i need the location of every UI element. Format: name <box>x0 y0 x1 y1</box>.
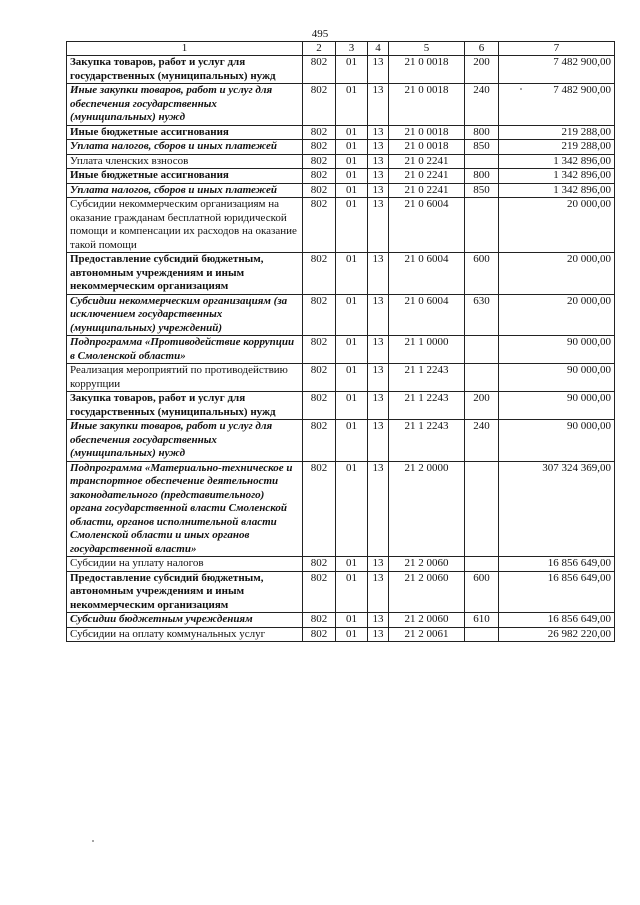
row-c7-cell: 307 324 369,00 <box>499 461 615 557</box>
header-cell: 3 <box>336 42 368 56</box>
table-row <box>67 364 615 392</box>
row-c4-cell: 13 <box>368 198 389 253</box>
row-c7-cell: 26 982 220,00 <box>499 627 615 642</box>
row-c6-cell: 800 <box>465 125 499 140</box>
row-c6-cell: 850 <box>465 140 499 155</box>
row-c4-cell: 13 <box>368 84 389 126</box>
row-c3-cell: 01 <box>336 125 368 140</box>
row-c5-cell: 21 0 2241 <box>389 183 465 198</box>
row-c4-cell: 13 <box>368 557 389 572</box>
row-name-cell: Субсидии некоммерческим организациям на оказание гражданам бесплатной юридической помощи и компенсации их расходов на оказание такой помощи <box>67 198 303 253</box>
header-cell: 6 <box>465 42 499 56</box>
row-c3-cell: 01 <box>336 169 368 184</box>
table-row <box>67 613 615 628</box>
row-c6-cell: 200 <box>465 56 499 84</box>
row-c7-cell: 90 000,00 <box>499 336 615 364</box>
header-cell: 4 <box>368 42 389 56</box>
row-c6-cell <box>465 461 499 557</box>
row-c5-cell: 21 0 6004 <box>389 253 465 295</box>
row-c6-cell <box>465 627 499 642</box>
row-c3-cell: 01 <box>336 364 368 392</box>
row-name-cell: Иные бюджетные ассигнования <box>67 125 303 140</box>
table-row <box>67 557 615 572</box>
row-c5-cell: 21 1 2243 <box>389 420 465 462</box>
row-name-cell: Субсидии бюджетным учреждениям <box>67 613 303 628</box>
row-c5-cell: 21 0 6004 <box>389 198 465 253</box>
row-name-cell: Закупка товаров, работ и услуг для государственных (муниципальных) нужд <box>67 392 303 420</box>
row-name-cell: Уплата налогов, сборов и иных платежей <box>67 140 303 155</box>
row-c6-cell <box>465 336 499 364</box>
row-c6-cell: 610 <box>465 613 499 628</box>
row-c5-cell: 21 2 0000 <box>389 461 465 557</box>
row-c2-cell: 802 <box>303 253 336 295</box>
row-name-cell: Уплата членских взносов <box>67 154 303 169</box>
row-c5-cell: 21 0 2241 <box>389 169 465 184</box>
row-c4-cell: 13 <box>368 627 389 642</box>
row-c6-cell <box>465 364 499 392</box>
row-name-cell: Субсидии на оплату коммунальных услуг <box>67 627 303 642</box>
row-c2-cell: 802 <box>303 125 336 140</box>
row-c2-cell: 802 <box>303 420 336 462</box>
row-c5-cell: 21 0 6004 <box>389 294 465 336</box>
budget-table <box>66 41 615 642</box>
row-c6-cell: 850 <box>465 183 499 198</box>
table-row <box>67 169 615 184</box>
row-c4-cell: 13 <box>368 461 389 557</box>
row-c7-cell: 219 288,00 <box>499 140 615 155</box>
scan-speck <box>520 88 522 90</box>
row-c6-cell: 800 <box>465 169 499 184</box>
row-c3-cell: 01 <box>336 336 368 364</box>
table-row <box>67 84 615 126</box>
row-name-cell: Предоставление субсидий бюджетным, автономным учреждениям и иным некоммерческим организациям <box>67 253 303 295</box>
row-c7-cell: 7 482 900,00 <box>499 56 615 84</box>
row-c6-cell: 600 <box>465 253 499 295</box>
row-c6-cell: 240 <box>465 420 499 462</box>
row-name-cell: Реализация мероприятий по противодействию коррупции <box>67 364 303 392</box>
row-c4-cell: 13 <box>368 253 389 295</box>
table-row <box>67 571 615 613</box>
row-c5-cell: 21 1 2243 <box>389 364 465 392</box>
row-c3-cell: 01 <box>336 140 368 155</box>
row-c7-cell: 219 288,00 <box>499 125 615 140</box>
table-row <box>67 392 615 420</box>
row-c4-cell: 13 <box>368 294 389 336</box>
header-cell: 7 <box>499 42 615 56</box>
row-c7-cell: 16 856 649,00 <box>499 557 615 572</box>
row-c3-cell: 01 <box>336 183 368 198</box>
row-c4-cell: 13 <box>368 420 389 462</box>
row-c3-cell: 01 <box>336 56 368 84</box>
row-c5-cell: 21 0 0018 <box>389 125 465 140</box>
header-cell: 5 <box>389 42 465 56</box>
row-c3-cell: 01 <box>336 461 368 557</box>
row-c3-cell: 01 <box>336 198 368 253</box>
row-c6-cell <box>465 154 499 169</box>
row-name-cell: Иные закупки товаров, работ и услуг для обеспечения государственных (муниципальных) нужд <box>67 84 303 126</box>
row-c7-cell: 20 000,00 <box>499 253 615 295</box>
row-name-cell: Подпрограмма «Материально-техническое и транспортное обеспечение деятельности законодательного (представительного) органа государственной власти Смоленской области, органов исполнительной власти Смоленской области и иных органов государственной власти» <box>67 461 303 557</box>
table-row <box>67 420 615 462</box>
row-c6-cell: 600 <box>465 571 499 613</box>
table-row <box>67 253 615 295</box>
row-c5-cell: 21 2 0060 <box>389 557 465 572</box>
row-c3-cell: 01 <box>336 557 368 572</box>
row-c5-cell: 21 1 2243 <box>389 392 465 420</box>
table-row <box>67 125 615 140</box>
row-c6-cell: 240 <box>465 84 499 126</box>
row-c4-cell: 13 <box>368 183 389 198</box>
table-row <box>67 140 615 155</box>
row-c5-cell: 21 2 0061 <box>389 627 465 642</box>
row-c6-cell: 630 <box>465 294 499 336</box>
row-c2-cell: 802 <box>303 571 336 613</box>
row-c4-cell: 13 <box>368 154 389 169</box>
table-header-row <box>67 42 615 56</box>
row-c4-cell: 13 <box>368 336 389 364</box>
row-c6-cell <box>465 557 499 572</box>
table-row <box>67 461 615 557</box>
table-row <box>67 183 615 198</box>
row-c7-cell: 16 856 649,00 <box>499 613 615 628</box>
table-row <box>67 294 615 336</box>
row-c2-cell: 802 <box>303 154 336 169</box>
row-c4-cell: 13 <box>368 56 389 84</box>
row-c5-cell: 21 0 0018 <box>389 56 465 84</box>
row-c2-cell: 802 <box>303 336 336 364</box>
row-c3-cell: 01 <box>336 571 368 613</box>
row-c4-cell: 13 <box>368 571 389 613</box>
row-c5-cell: 21 0 2241 <box>389 154 465 169</box>
row-c3-cell: 01 <box>336 420 368 462</box>
row-c2-cell: 802 <box>303 392 336 420</box>
row-c3-cell: 01 <box>336 294 368 336</box>
row-name-cell: Уплата налогов, сборов и иных платежей <box>67 183 303 198</box>
row-c4-cell: 13 <box>368 613 389 628</box>
row-c7-cell: 7 482 900,00 <box>499 84 615 126</box>
row-c7-cell: 20 000,00 <box>499 198 615 253</box>
row-c2-cell: 802 <box>303 557 336 572</box>
row-c7-cell: 1 342 896,00 <box>499 169 615 184</box>
row-c5-cell: 21 2 0060 <box>389 571 465 613</box>
header-cell: 2 <box>303 42 336 56</box>
table-row <box>67 336 615 364</box>
row-c4-cell: 13 <box>368 140 389 155</box>
row-c2-cell: 802 <box>303 461 336 557</box>
row-name-cell: Иные бюджетные ассигнования <box>67 169 303 184</box>
table-row <box>67 56 615 84</box>
row-c6-cell: 200 <box>465 392 499 420</box>
row-c3-cell: 01 <box>336 613 368 628</box>
row-c3-cell: 01 <box>336 154 368 169</box>
row-c2-cell: 802 <box>303 56 336 84</box>
row-c7-cell: 90 000,00 <box>499 420 615 462</box>
row-c5-cell: 21 0 0018 <box>389 84 465 126</box>
row-c3-cell: 01 <box>336 627 368 642</box>
table-row <box>67 627 615 642</box>
table-row <box>67 198 615 253</box>
row-c2-cell: 802 <box>303 169 336 184</box>
row-c3-cell: 01 <box>336 84 368 126</box>
row-name-cell: Субсидии некоммерческим организациям (за исключением государственных (муниципальных) учреждений) <box>67 294 303 336</box>
row-c7-cell: 1 342 896,00 <box>499 183 615 198</box>
row-c2-cell: 802 <box>303 364 336 392</box>
row-c2-cell: 802 <box>303 294 336 336</box>
row-name-cell: Закупка товаров, работ и услуг для государственных (муниципальных) нужд <box>67 56 303 84</box>
row-c5-cell: 21 0 0018 <box>389 140 465 155</box>
row-c2-cell: 802 <box>303 84 336 126</box>
row-c2-cell: 802 <box>303 198 336 253</box>
row-c6-cell <box>465 198 499 253</box>
row-c3-cell: 01 <box>336 392 368 420</box>
row-c7-cell: 16 856 649,00 <box>499 571 615 613</box>
budget-table-container <box>66 41 614 642</box>
row-c4-cell: 13 <box>368 169 389 184</box>
row-c3-cell: 01 <box>336 253 368 295</box>
row-name-cell: Иные закупки товаров, работ и услуг для обеспечения государственных (муниципальных) нужд <box>67 420 303 462</box>
page-number: 495 <box>311 28 329 40</box>
row-c7-cell: 90 000,00 <box>499 392 615 420</box>
row-c2-cell: 802 <box>303 140 336 155</box>
table-row <box>67 154 615 169</box>
row-c2-cell: 802 <box>303 183 336 198</box>
row-name-cell: Подпрограмма «Противодействие коррупции в Смоленской области» <box>67 336 303 364</box>
row-c4-cell: 13 <box>368 125 389 140</box>
row-c7-cell: 1 342 896,00 <box>499 154 615 169</box>
row-c7-cell: 90 000,00 <box>499 364 615 392</box>
row-c4-cell: 13 <box>368 364 389 392</box>
row-c2-cell: 802 <box>303 613 336 628</box>
row-c4-cell: 13 <box>368 392 389 420</box>
row-c7-cell: 20 000,00 <box>499 294 615 336</box>
row-c5-cell: 21 1 0000 <box>389 336 465 364</box>
header-cell: 1 <box>67 42 303 56</box>
row-c5-cell: 21 2 0060 <box>389 613 465 628</box>
row-name-cell: Предоставление субсидий бюджетным, автономным учреждениям и иным некоммерческим организациям <box>67 571 303 613</box>
row-name-cell: Субсидии на уплату налогов <box>67 557 303 572</box>
row-c2-cell: 802 <box>303 627 336 642</box>
scan-speck <box>92 840 94 842</box>
